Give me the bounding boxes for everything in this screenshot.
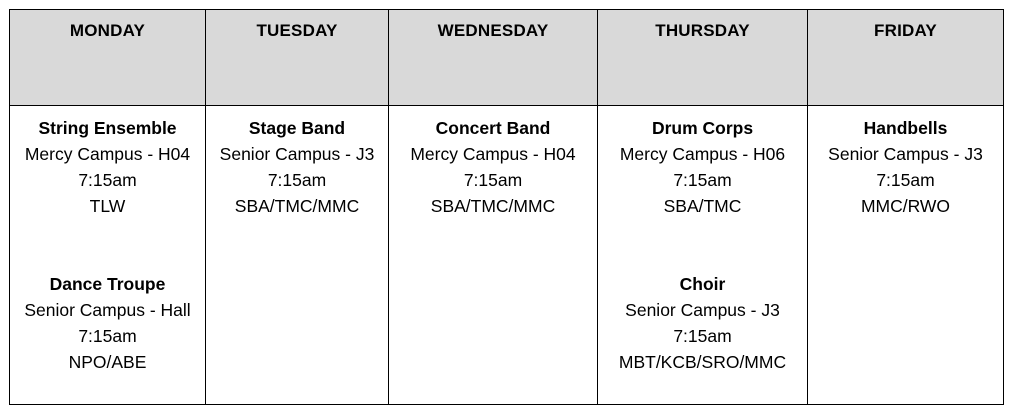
activity-name: Handbells [863, 118, 948, 138]
activity-stage-band [206, 115, 388, 219]
day-header-friday: FRIDAY [808, 10, 1004, 106]
weekly-schedule-table [9, 9, 1004, 405]
activity-time: 7:15am [267, 170, 327, 190]
activity-name: String Ensemble [38, 118, 177, 138]
activity-staff: NPO/ABE [68, 352, 147, 372]
activity-name: Stage Band [248, 118, 346, 138]
activity-time: 7:15am [463, 170, 523, 190]
activity-location: Senior Campus - Hall [24, 300, 191, 320]
activity-name: Drum Corps [651, 118, 754, 138]
day-header-monday: MONDAY [10, 10, 206, 106]
activity-staff: TLW [89, 196, 126, 216]
activities-row [10, 106, 1004, 405]
day-header-wednesday: WEDNESDAY [389, 10, 598, 106]
activity-staff: SBA/TMC [663, 196, 742, 216]
activity-location: Senior Campus - J3 [828, 144, 983, 164]
activity-time: 7:15am [673, 170, 732, 190]
header-row [10, 10, 1004, 106]
activity-name: Concert Band [435, 118, 551, 138]
day-header-thursday: THURSDAY [598, 10, 808, 106]
activity-name: Choir [679, 274, 726, 294]
wednesday-cell [389, 106, 598, 405]
activity-concert-band [389, 115, 597, 219]
activity-location: Mercy Campus - H04 [410, 144, 576, 164]
tuesday-cell [206, 106, 389, 405]
thursday-cell [598, 106, 808, 405]
activity-time: 7:15am [78, 326, 137, 346]
activity-choir [598, 271, 807, 375]
activity-staff: MMC/RWO [860, 196, 951, 216]
activity-location: Senior Campus - J3 [219, 144, 375, 164]
activity-time: 7:15am [78, 170, 137, 190]
activity-staff: SBA/TMC/MMC [430, 196, 556, 216]
activity-location: Mercy Campus - H04 [24, 144, 191, 164]
activity-staff: MBT/KCB/SRO/MMC [618, 352, 787, 372]
activity-time: 7:15am [876, 170, 935, 190]
activity-string-ensemble [10, 115, 205, 219]
activity-name: Dance Troupe [49, 274, 166, 294]
activity-handbells [808, 115, 1003, 219]
activity-dance-troupe [10, 271, 205, 375]
activity-location: Senior Campus - J3 [625, 300, 780, 320]
activity-location: Mercy Campus - H06 [619, 144, 786, 164]
day-header-tuesday: TUESDAY [206, 10, 389, 106]
friday-cell [808, 106, 1004, 405]
activity-staff: SBA/TMC/MMC [234, 196, 360, 216]
activity-drum-corps [598, 115, 807, 219]
activity-time: 7:15am [673, 326, 732, 346]
monday-cell [10, 106, 206, 405]
